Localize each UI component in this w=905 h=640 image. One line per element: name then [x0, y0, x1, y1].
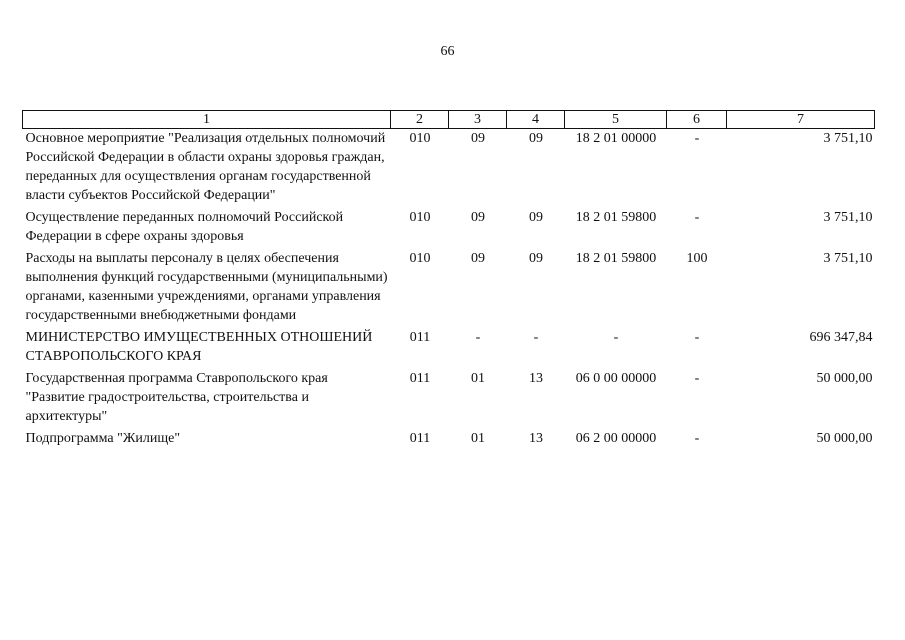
row-col-5: 18 2 01 00000: [575, 131, 657, 146]
row-name: Расходы на выплаты персоналу в целях обеспечения выполнения функций государственными (муниципальными) органами, казенными учреждениями, органами управления государственными внебюджетными фондами: [25, 251, 388, 323]
table-header-row: [23, 111, 875, 129]
row-col-6: -: [694, 210, 700, 225]
table-row: [23, 129, 875, 209]
column-header: 1: [23, 111, 391, 129]
row-col-5: 18 2 01 59800: [575, 251, 657, 266]
row-col-5: 06 2 00 00000: [575, 431, 657, 446]
row-col-3: -: [475, 330, 481, 345]
row-amount: 3 751,10: [823, 210, 873, 225]
row-col-3: 09: [471, 251, 485, 266]
row-col-3: 01: [471, 431, 485, 446]
row-col-2: 011: [409, 330, 431, 345]
row-col-5: -: [613, 330, 619, 345]
row-name: Государственная программа Ставропольского края "Развитие градостроительства, строительства и архитектуры": [25, 371, 328, 424]
row-col-2: 010: [409, 131, 431, 146]
table-row: [23, 208, 875, 249]
row-col-6: -: [694, 431, 700, 446]
column-header: 4: [507, 111, 565, 129]
row-col-6: -: [694, 131, 700, 146]
row-col-4: 09: [529, 210, 543, 225]
row-col-2: 010: [409, 210, 431, 225]
column-header: 7: [727, 111, 875, 129]
table-row: [23, 249, 875, 328]
row-amount: 3 751,10: [823, 251, 873, 266]
row-amount: 3 751,10: [823, 131, 873, 146]
row-col-2: 011: [409, 371, 431, 386]
row-col-5: 06 0 00 00000: [575, 371, 657, 386]
row-name: Основное мероприятие "Реализация отдельных полномочий Российской Федерации в области охраны здоровья граждан, переданных для осуществления органам государственной власти субъектов Российской Федерации": [25, 131, 386, 203]
row-col-4: 09: [529, 131, 543, 146]
row-col-3: 01: [471, 371, 485, 386]
row-col-6: 100: [686, 251, 708, 266]
row-col-5: 18 2 01 59800: [575, 210, 657, 225]
column-header: 6: [667, 111, 727, 129]
row-name: Осуществление переданных полномочий Российской Федерации в сфере охраны здоровья: [25, 210, 344, 244]
row-col-4: -: [533, 330, 539, 345]
column-header: 2: [391, 111, 449, 129]
budget-table: [22, 110, 875, 451]
row-amount: 50 000,00: [816, 371, 873, 386]
row-col-3: 09: [471, 210, 485, 225]
table-row: [23, 328, 875, 369]
column-header: 3: [449, 111, 507, 129]
row-col-3: 09: [471, 131, 485, 146]
table-row: [23, 429, 875, 451]
row-name: МИНИСТЕРСТВО ИМУЩЕСТВЕННЫХ ОТНОШЕНИЙ СТАВРОПОЛЬСКОГО КРАЯ: [25, 330, 373, 364]
table-row: [23, 369, 875, 429]
page-number: 66: [440, 44, 455, 59]
row-col-4: 09: [529, 251, 543, 266]
row-amount: 696 347,84: [809, 330, 873, 345]
row-col-4: 13: [529, 431, 543, 446]
row-amount: 50 000,00: [816, 431, 873, 446]
row-col-6: -: [694, 330, 700, 345]
row-col-4: 13: [529, 371, 543, 386]
row-col-6: -: [694, 371, 700, 386]
row-col-2: 011: [409, 431, 431, 446]
row-name: Подпрограмма "Жилище": [25, 431, 181, 446]
column-header: 5: [565, 111, 667, 129]
row-col-2: 010: [409, 251, 431, 266]
